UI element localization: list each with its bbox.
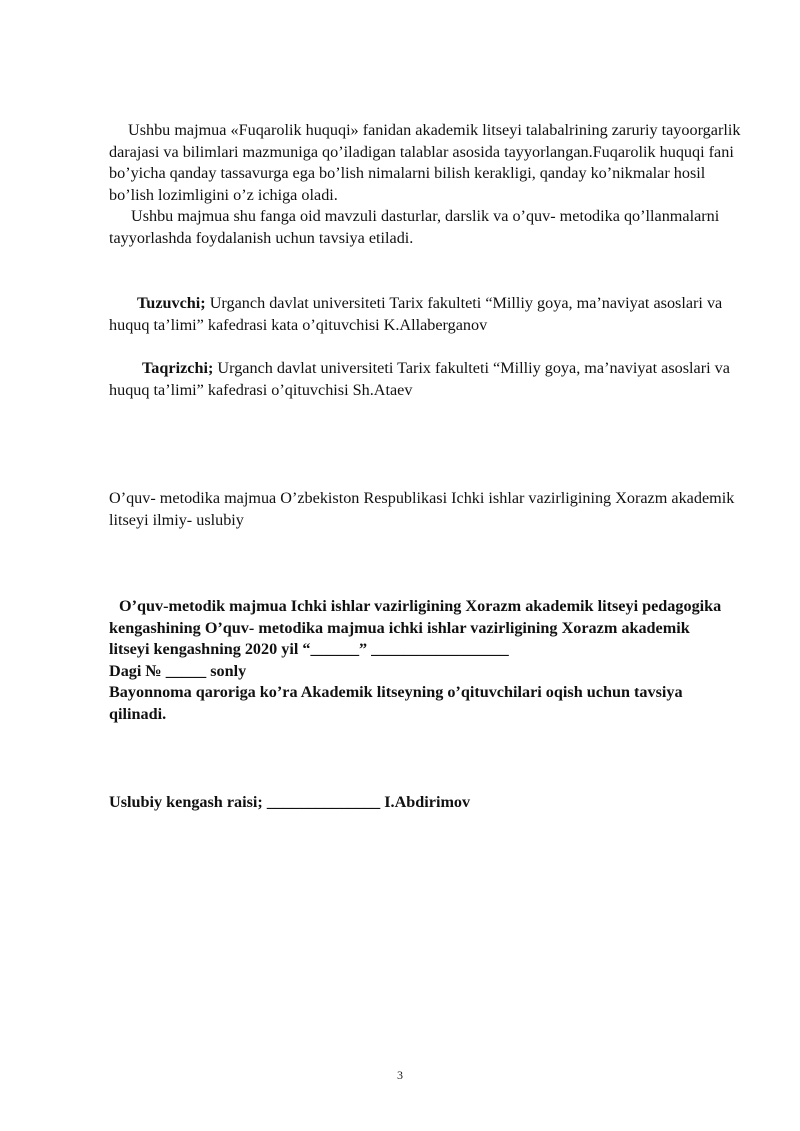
approval-section — [109, 596, 734, 725]
intro-paragraph-2: Ushbu majmua shu fanga oid mavzuli dasturlar, darslik va o’quv- metodika qo’llanmalarni tayyorlashda foydalanish uchun tavsiya etiladi. — [109, 207, 720, 247]
page-number: 3 — [397, 1068, 403, 1082]
reviewer-paragraph — [109, 358, 744, 401]
signature-line: Uslubiy kengash raisi; ______________ I.Abdirimov — [109, 793, 471, 811]
approval-line-1: O’quv-metodik majmua Ichki ishlar vazirligining Xorazm akademik litseyi pedagogika kengashining O’quv- metodika majmua ichki ishlar vazirligining Xorazm akademik litseyi kengashning 2020 yil “______” _________________ — [109, 597, 722, 658]
methodology-section — [109, 488, 744, 531]
signature-section — [109, 792, 744, 814]
compiler-label: Tuzuvchi; — [137, 294, 206, 312]
intro-section — [109, 120, 744, 249]
compiler-text: Urganch davlat universiteti Tarix fakulteti “Milliy goya, ma’naviyat asoslari va huquq ta’limi” kafedrasi kata o’qituvchisi K.Allaberganov — [109, 294, 723, 334]
approval-line-2: Dagi № _____ sonly — [109, 661, 247, 680]
intro-paragraph-1: Ushbu majmua «Fuqarolik huquqi» fanidan akademik litseyi talabalrining zaruriy tayoorgarlik darajasi va bilimlari mazmuniga qo’iladigan talablar asosida tayyorlangan.Fuqarolik huquqi fani bo’yicha qanday tassavurga ega bo’lish nimalarni bilish kerakligi, qanday ko’nikmalar hosil bo’lish lozimligini o’z ichiga oladi. — [109, 121, 741, 204]
compiler-section — [109, 293, 744, 336]
reviewer-section — [109, 358, 744, 401]
approval-line-3: Bayonnoma qaroriga ko’ra Akademik litseyning o’qituvchilari oqish uchun tavsiya qilinadi. — [109, 683, 683, 723]
reviewer-text: Urganch davlat universiteti Tarix fakulteti “Milliy goya, ma’naviyat asoslari va huquq ta’limi” kafedrasi o’qituvchisi Sh.Ataev — [109, 359, 730, 399]
reviewer-label: Taqrizchi; — [142, 359, 214, 377]
compiler-paragraph — [109, 293, 744, 336]
methodology-paragraph: O’quv- metodika majmua O’zbekiston Respublikasi Ichki ishlar vazirligining Xorazm akademik litseyi ilmiy- uslubiy — [109, 489, 735, 529]
